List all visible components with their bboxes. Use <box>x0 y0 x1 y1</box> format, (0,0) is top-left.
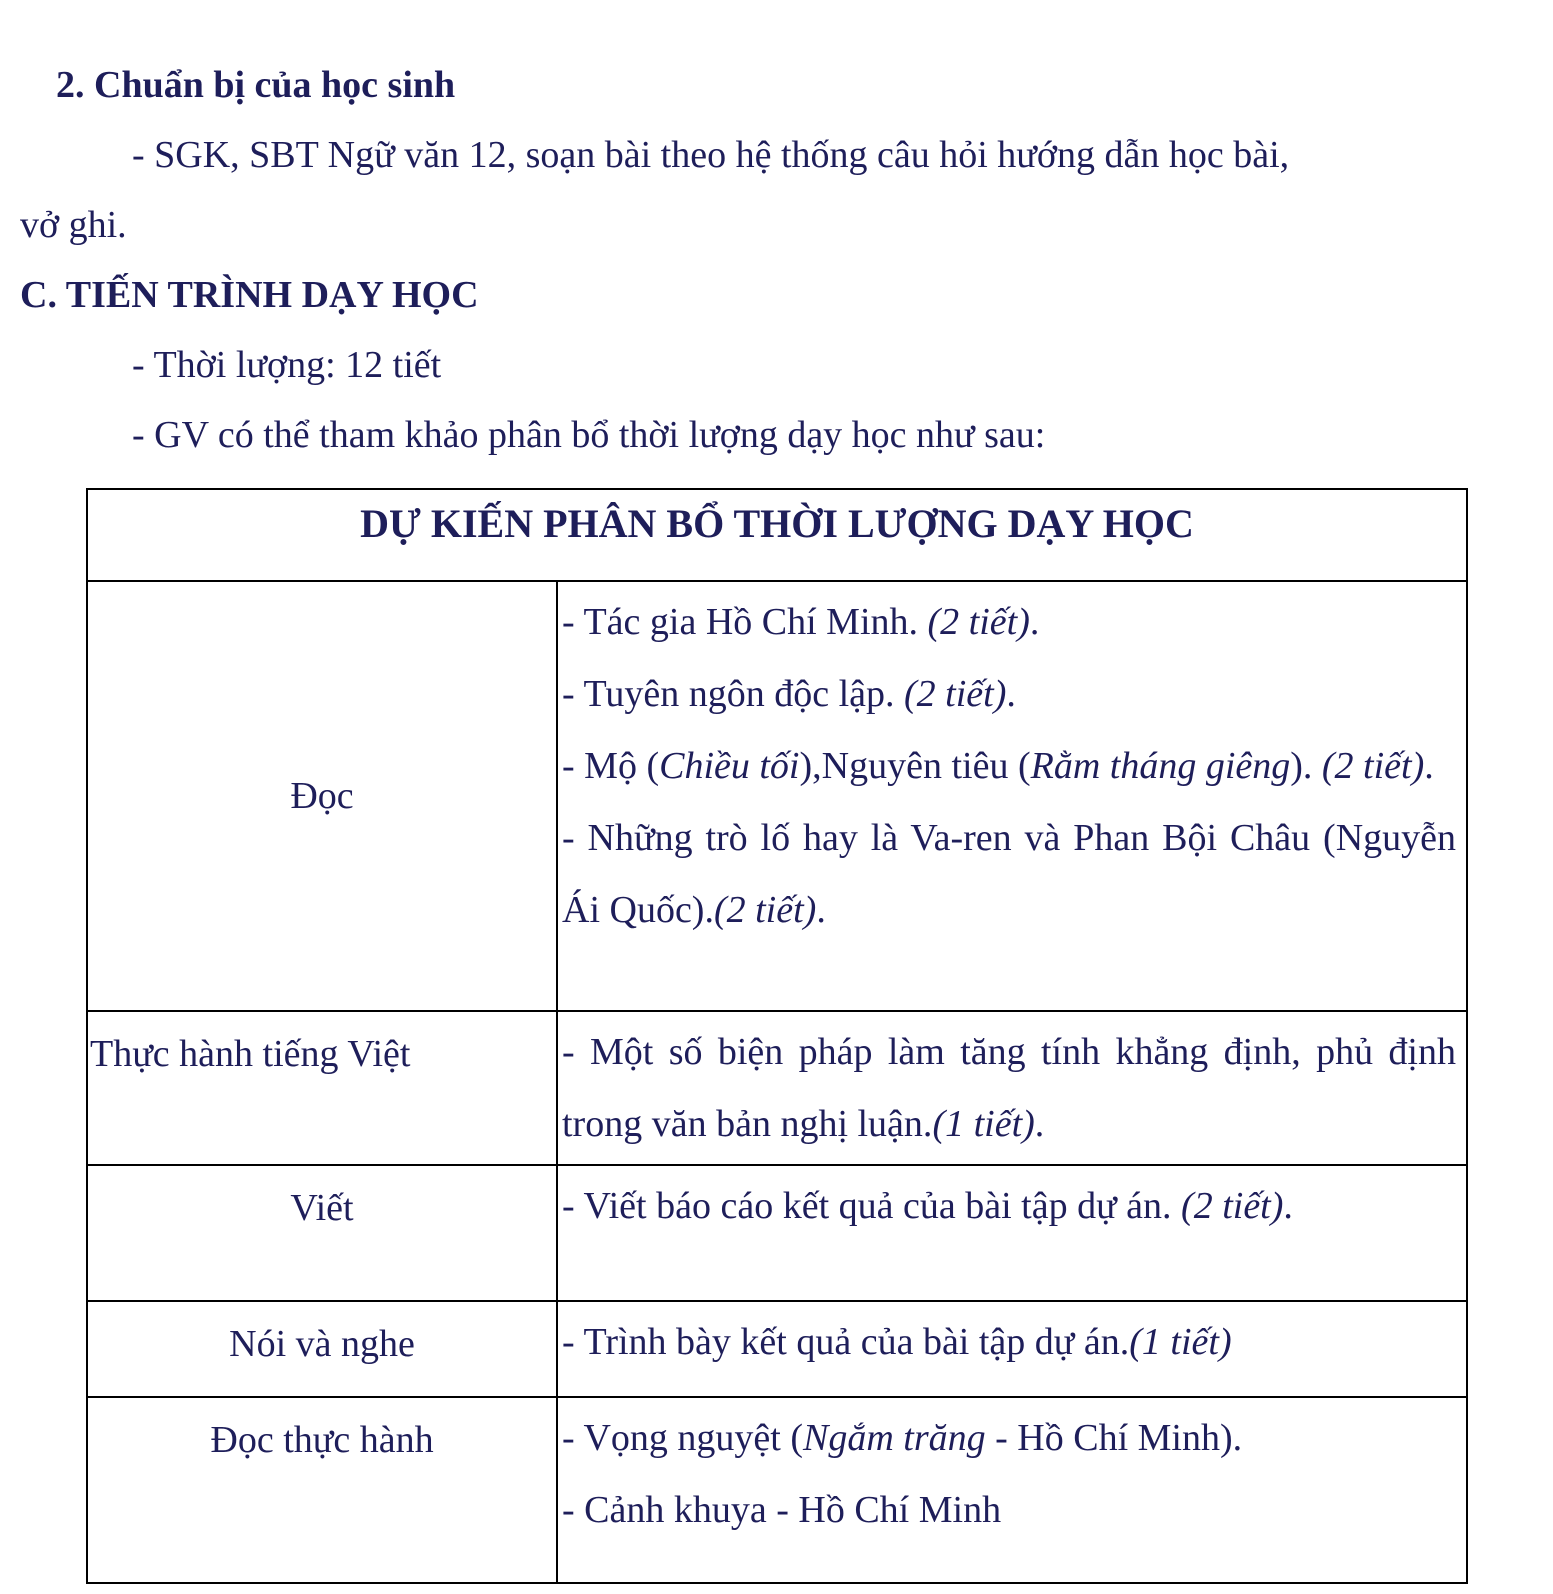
table-row <box>87 1397 1467 1583</box>
text: - Tuyên ngôn độc lập. <box>562 673 904 715</box>
italic-text: (2 tiết) <box>1181 1185 1284 1227</box>
italic-text: Rằm tháng giêng <box>1030 745 1291 787</box>
italic-text: (1 tiết) <box>932 1103 1035 1145</box>
content-item <box>562 1306 1456 1378</box>
row-label: Thực hành tiếng Việt <box>87 1011 557 1165</box>
content-item <box>562 1474 1456 1546</box>
italic-text: Ngắm trăng <box>803 1417 986 1459</box>
row-label: Đọc <box>87 581 557 1011</box>
italic-text: (1 tiết) <box>1129 1321 1232 1363</box>
italic-text: (2 tiết) <box>1321 745 1425 787</box>
section-heading-c: C. TIẾN TRÌNH DẠY HỌC <box>20 274 479 316</box>
table-title-row <box>87 489 1467 581</box>
row-label: Nói và nghe <box>87 1301 557 1397</box>
row-content <box>557 1301 1467 1397</box>
italic-text: Chiều tối <box>659 745 800 787</box>
row-content <box>557 581 1467 1011</box>
content-item <box>562 1402 1456 1474</box>
bullet-duration: - Thời lượng: 12 tiết <box>132 344 442 386</box>
text: . <box>1006 673 1016 715</box>
content-item <box>562 1170 1456 1242</box>
row-content <box>557 1397 1467 1583</box>
text: . <box>816 889 826 931</box>
content-item <box>562 730 1456 802</box>
content-item <box>562 658 1456 730</box>
row-label: Đọc thực hành <box>87 1397 557 1583</box>
section-heading-2: 2. Chuẩn bị của học sinh <box>56 64 456 106</box>
text: ). <box>1290 745 1322 787</box>
italic-text: (2 tiết) <box>927 601 1030 643</box>
text: - Trình bày kết quả của bài tập dự án. <box>562 1321 1130 1363</box>
text: - Hồ Chí Minh). <box>985 1417 1243 1459</box>
italic-text: (2 tiết) <box>713 889 817 931</box>
text: . <box>1029 601 1040 643</box>
content-item <box>562 802 1456 946</box>
text: - Một số biện pháp làm tăng tính khẳng định, phủ định trong văn bản nghị luận. <box>562 1031 1456 1145</box>
text: . <box>1424 745 1434 787</box>
row-content <box>557 1165 1467 1301</box>
text: - Mộ ( <box>562 745 660 787</box>
paragraph-line-2: vở ghi. <box>20 204 127 246</box>
row-content <box>557 1011 1467 1165</box>
table-row <box>87 581 1467 1011</box>
italic-text: (2 tiết) <box>904 673 1007 715</box>
text: - Tác gia Hồ Chí Minh. <box>562 601 928 643</box>
text: . <box>1034 1103 1045 1145</box>
schedule-table-body <box>87 581 1467 1583</box>
content-item <box>562 1016 1456 1160</box>
table-row <box>87 1011 1467 1165</box>
text: ),Nguyên tiêu ( <box>799 745 1031 787</box>
text: - Cảnh khuya - Hồ Chí Minh <box>562 1489 1002 1531</box>
text: . <box>1283 1185 1293 1227</box>
paragraph-line-1: - SGK, SBT Ngữ văn 12, soạn bài theo hệ thống câu hỏi hướng dẫn học bài, <box>132 134 1290 176</box>
text: - Những trò lố hay là Va-ren và Phan Bội Châu (Nguyễn Ái Quốc). <box>562 817 1456 931</box>
row-label: Viết <box>87 1165 557 1301</box>
content-item <box>562 586 1456 658</box>
schedule-table <box>86 488 1468 1584</box>
table-title: DỰ KIẾN PHÂN BỔ THỜI LƯỢNG DẠY HỌC <box>87 489 1467 581</box>
table-row <box>87 1301 1467 1397</box>
table-row <box>87 1165 1467 1301</box>
text: - Vọng nguyệt ( <box>562 1417 803 1459</box>
text: - Viết báo cáo kết quả của bài tập dự án. <box>562 1185 1182 1227</box>
bullet-reference: - GV có thể tham khảo phân bổ thời lượng dạy học như sau: <box>132 414 1046 456</box>
